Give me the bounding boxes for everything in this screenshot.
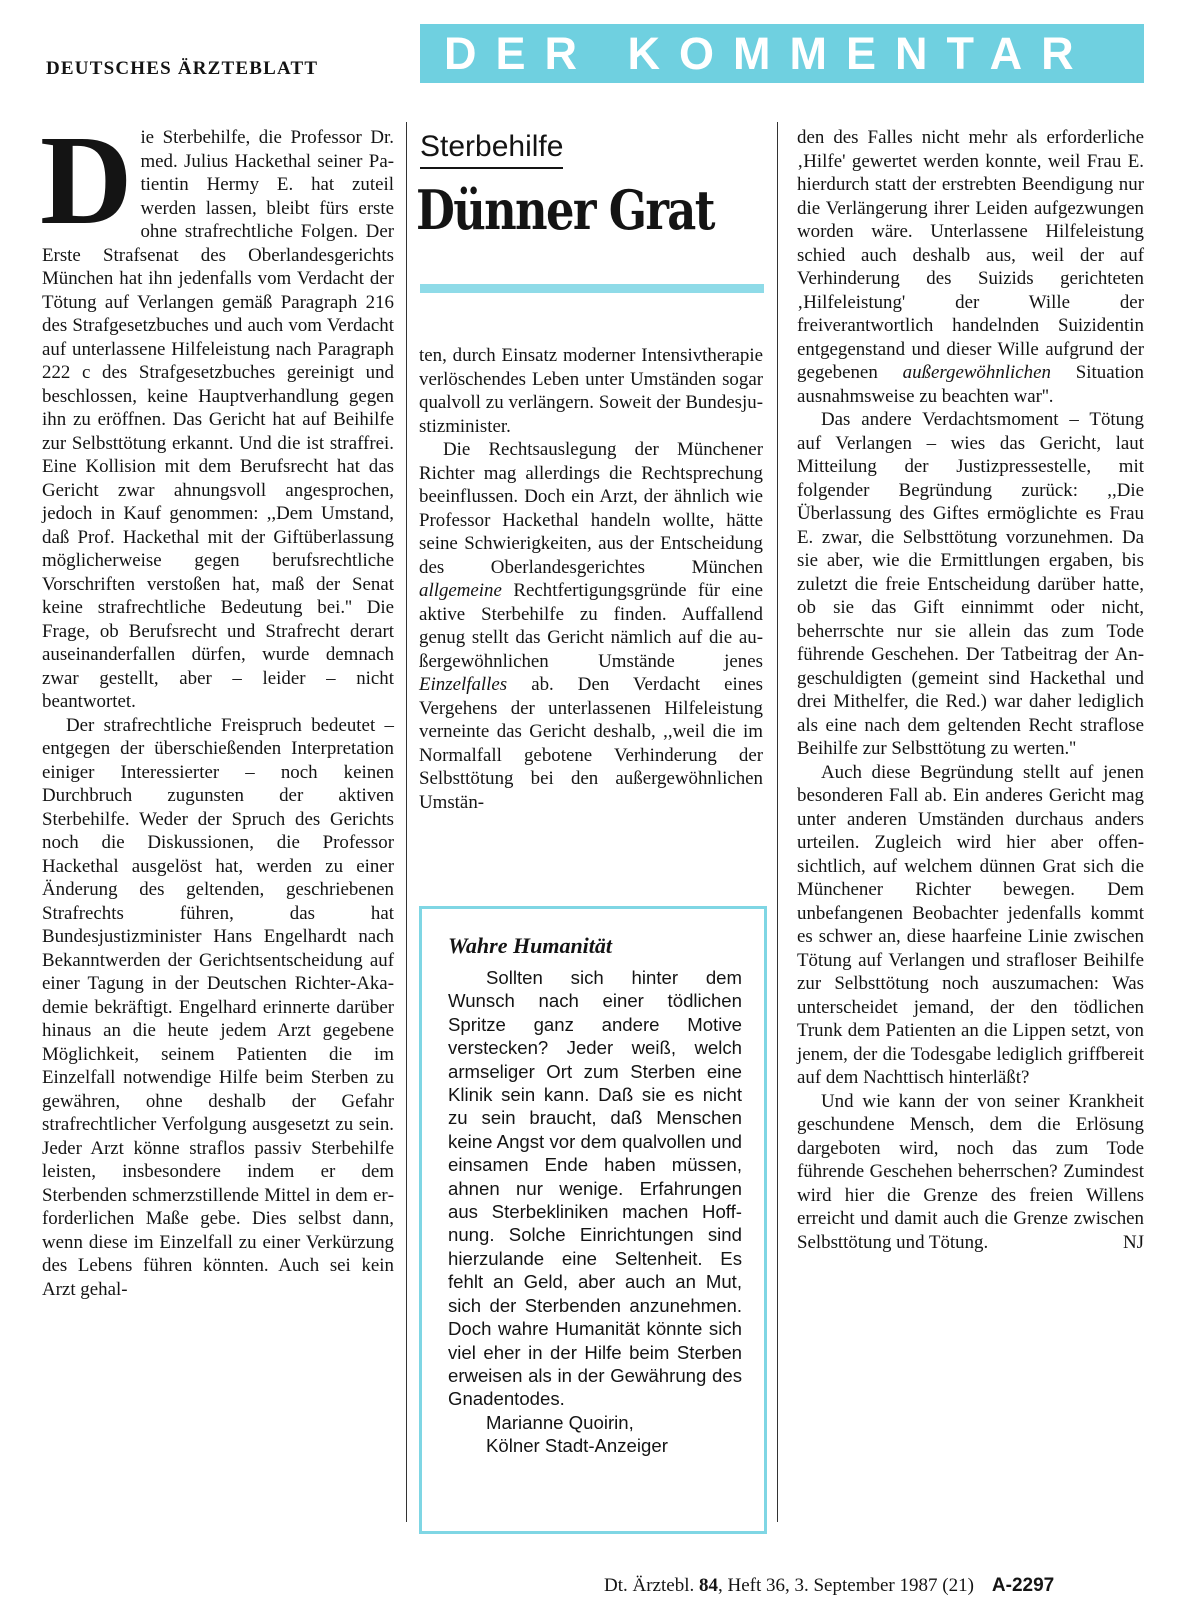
column-3: [797, 126, 1144, 1254]
footer-journal: Dt. Ärztebl.: [604, 1575, 695, 1596]
col3-paragraph-3: Auch diese Begründung stellt auf jenen besonderen Fall ab. Ein anderes Gericht mag unter anderen Umständen durchaus anders urteilen. Zugleich wird hier aber offensichtlich, auf welchem dünnen Grat sich die Münchener Richter bewegen. Dem unbefangenen Beobachter jedenfalls kommt es schwer an, diese haarfeine Linie zwischen Tötung auf Verlangen und strafloser Beihilfe zur Selbsttötung noch auszumachen: Was unterscheidet jemand, der den tödlichen Trunk dem Patienten an die Lippen setzt, von jenem, der die Todesgabe lediglich griffbereit auf dem Nachttisch hinterläßt?: [797, 761, 1144, 1088]
page-footer: [604, 1575, 1054, 1597]
col3-paragraph-1: den des Falles nicht mehr als erforderliche ‚Hilfe' gewertet werden konnte, weil Frau E. hierdurch statt der erstrebten Beendigung nur die Verlängerung ihrer Leiden aufgezwungen worden wäre. Unterlassene Hilfeleistung schied auch deshalb aus, weil der auf Verhinderung des Suizids gerichteten ‚Hilfeleistung' der Wille der freiverantwortlich handelnden Suizidentin entgegenstand und dieser Wille aufgrund der gegebenen außergewöhnlichen Situation ausnahmsweise zu beachten war''.: [797, 127, 1144, 407]
drop-cap: D: [40, 109, 133, 251]
box-title: Wahre Humanität: [448, 933, 613, 958]
footer-page-number: A-2297: [991, 1575, 1055, 1596]
col3-paragraph-4: Und wie kann der von seiner Krankheit geschundene Mensch, dem die Erlösung dargeboten wird, noch das zum Tode führende Geschehen beherrschen? Zumindest wird hier die Grenze des freien Willens erreicht und damit auch die Grenze zwischen Selbsttötung und Tötung. NJ: [797, 1090, 1144, 1253]
box-author: Marianne Quoirin,: [486, 1411, 634, 1433]
column-divider-right: [777, 122, 778, 1522]
footer-issue: , Heft 36, 3. September 1987 (21): [717, 1575, 974, 1596]
col1-paragraph-2: Der strafrechtliche Freispruch bedeutet – entgegen der überschießenden Interpretation einiger Interessierter – noch keinen Durchbruch zugunsten der aktiven Sterbehilfe. Weder der Spruch des Gerichts noch die Diskussionen, die Professor Hackethal ausgelöst hat, werden zu einer Änderung des geltenden, geschriebenen Strafrechts führen, das hat Bundesjustizminister Hans Engelhardt nach Bekanntwerden der Gerichtsentscheidung auf einer Tagung in der Deutschen Richter-Akademie bekräftigt. Engelhard erinnerte darüber hinaus an die heute jedem Arzt gegebene Möglichkeit, seinem Patienten die im Einzelfall notwendige Hilfe beim Sterben zu gewähren, ohne deshalb der Gefahr strafrechtlicher Verfolgung ausgesetzt zu sein. Jeder Arzt könne straflos passiv Sterbehilfe leisten, insbesondere indem er dem Sterbenden schmerzstillende Mittel in dem erforderlichen Maße gebe. Dies selbst dann, wenn diese im Einzelfall zu einer Verkürzung des Lebens führen könnten. Auch sei kein Arzt gehal-: [42, 714, 394, 1300]
col2-paragraph-2: Die Rechtsauslegung der Münchener Richter mag allerdings die Rechtsprechung beeinflussen. Doch ein Arzt, der ähnlich wie Professor Hackethal handeln wollte, hätte seine Schwierigkeiten, aus der Entscheidung des Oberlandesgerichtes München allgemeine Rechtfertigungsgründe für eine aktive Sterbehilfe zu finden. Auffallend genug stellt das Gericht nämlich auf die außergewöhnlichen Umstände jenes Einzelfalles ab. Den Verdacht eines Vergehens der unterlassenen Hilfeleistung verneinte das Gericht deshalb, ,,weil die im Normalfall gebotene Verhinderung der Selbsttötung bei den außergewöhnlichen Umstän-: [419, 439, 763, 813]
col2-paragraph-1: ten, durch Einsatz moderner Intensivtherapie verlöschendes Leben unter Umständen sogar qualvoll zu verlängern. Soweit der Bundesjustizminister.: [419, 345, 763, 437]
box-source: Kölner Stadt-Anzeiger: [486, 1435, 668, 1457]
col1-paragraph-1: ie Sterbehilfe, die Professor Dr. med. Julius Hackethal seiner Patientin Hermy E. hat zuteil werden lassen, bleibt fürs erste ohne strafrechtliche Folgen. Der Erste Strafsenat des Oberlandesgerichts München hat ihn jedenfalls vom Verdacht der Tötung auf Verlangen gemäß Paragraph 216 des Strafgesetzbuches und auch vom Verdacht auf unterlassene Hilfeleistung nach Paragraph 222 c des Strafgesetzbuches gereinigt und beschlossen, keine Hauptverhandlung gegen ihn zu eröffnen. Das Gericht hat auf Beihilfe zur Selbsttötung erkannt. Und die ist straffrei. Eine Kollision mit dem Berufsrecht hat das Gericht zwar ahnungsvoll angesprochen, jedoch in Kauf genommen: ,,Dem Umstand, daß Prof. Hackethal mit der Giftüberlassung möglicherweise gegen berufsrechtliche Vorschriften verstoßen hat, maß der Senat keine strafrechtliche Bedeutung bei.'' Die Frage, ob Berufsrecht und Strafrecht derart auseinanderfallen dürfen, wurde demnach zwar gestellt, aber – leider – nicht beantwortet.: [42, 127, 394, 712]
author-signature: NJ: [1123, 1231, 1144, 1253]
section-banner: DER KOMMENTAR: [420, 24, 1144, 83]
article-kicker: Sterbehilfe: [420, 130, 563, 169]
masthead: DEUTSCHES ÄRZTEBLATT: [46, 58, 319, 79]
sidebar-quote-box: [419, 906, 767, 1534]
col3-paragraph-2: Das andere Verdachtsmoment – Tötung auf Verlangen – wies das Gericht, laut Mitteilung der Justizpressestelle, mit folgender Begründung zurück: ,,Die Überlassung des Giftes ermöglichte es Frau E. zwar, die Selbsttötung vorzunehmen. Da sie aber, wie die Ermittlungen ergaben, bis zuletzt die freie Entscheidung darüber hatte, ob sie das Gift einnimmt oder nicht, beherrschte nur sie allein das zum Tode führende Geschehen. Der Tatbeitrag der Angeschuldigten (gemeint sind Hackethal und drei Mithelfer, die Red.) war daher lediglich als eine nach dem geltenden Recht straflose Beihilfe zur Selbsttötung zu werten.'': [797, 409, 1144, 759]
column-divider-left: [406, 122, 407, 1522]
headline-rule: [420, 284, 764, 293]
article-headline: Dünner Grat: [416, 178, 714, 242]
column-2: [419, 344, 763, 814]
column-1: [40, 109, 394, 1301]
footer-volume: 84: [698, 1575, 718, 1596]
box-text: Sollten sich hinter dem Wunsch nach einer tödlichen Spritze ganz andere Motive verstecken? Jeder weiß, welch armseliger Ort zum Sterben eine Klinik sein kann. Daß sie es nicht zu sein braucht, daß Menschen keine Angst vor dem qualvollen und einsamen Ende haben müssen, ahnen nur wenige. Erfahrungen aus Sterbekliniken machen Hoffnung. Solche Einrichtungen sind hierzulande eine Seltenheit. Es fehlt an Geld, aber auch an Mut, sich der Sterbenden anzunehmen. Doch wahre Humanität könnte sich viel eher in der Hilfe beim Sterben erweisen als in der Gewährung des Gnadentodes.: [448, 967, 742, 1410]
